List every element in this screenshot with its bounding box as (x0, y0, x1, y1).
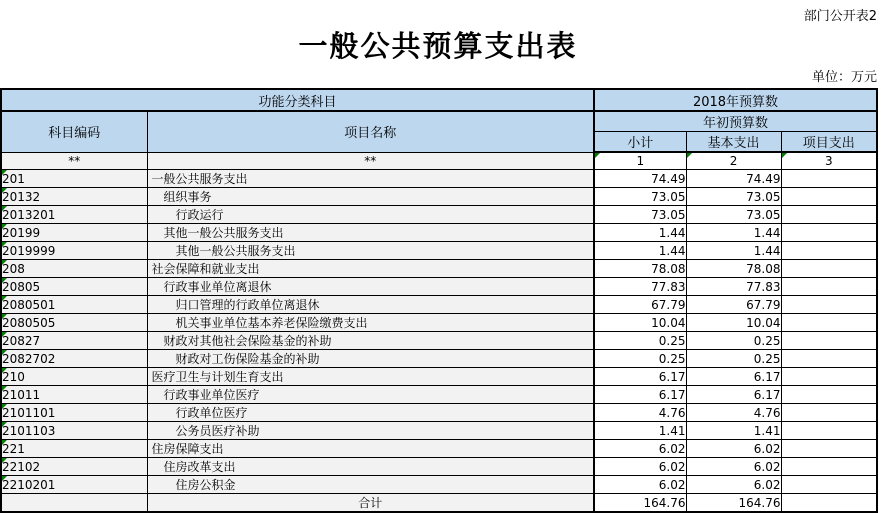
error-triangle-icon (782, 153, 787, 158)
subject-code: 22102 (2, 459, 41, 474)
col-number-3: 3 (824, 154, 833, 168)
total-project-cell[interactable] (781, 494, 877, 513)
project-expenditure-cell[interactable] (781, 404, 877, 422)
item-name-cell[interactable] (147, 260, 594, 278)
subject-code: 2013201 (2, 207, 56, 222)
item-name: 行政运行 (175, 208, 224, 222)
item-name-cell[interactable] (147, 242, 594, 260)
subject-code-cell[interactable] (1, 476, 147, 494)
project-expenditure-cell[interactable] (781, 242, 877, 260)
subject-code: 20827 (2, 333, 41, 348)
table-row (1, 440, 877, 458)
item-name-cell[interactable] (147, 332, 594, 350)
page-title: 一般公共预算支出表 (298, 29, 578, 63)
subtotal-cell[interactable]: 0.25 (594, 332, 686, 350)
subject-code: 221 (2, 441, 25, 456)
item-name: 财政对工伤保险基金的补助 (175, 352, 320, 366)
project-expenditure-cell[interactable] (781, 224, 877, 242)
subtotal-cell[interactable]: 6.02 (594, 440, 686, 458)
project-expenditure-cell[interactable] (781, 260, 877, 278)
subject-code-cell[interactable] (1, 332, 147, 350)
basic-expenditure-cell[interactable]: 1.44 (686, 224, 781, 242)
total-row (1, 494, 877, 513)
subject-code: 2082702 (2, 351, 56, 366)
col-number-3-cell[interactable] (781, 152, 877, 170)
table-row (1, 350, 877, 368)
item-name-cell[interactable] (147, 386, 594, 404)
project-expenditure-cell[interactable] (781, 368, 877, 386)
table-row (1, 422, 877, 440)
table-row (1, 404, 877, 422)
table-row (1, 206, 877, 224)
subject-code: 2210201 (2, 477, 56, 492)
subject-code-cell[interactable] (1, 242, 147, 260)
basic-expenditure-cell[interactable]: 78.08 (686, 260, 781, 278)
error-triangle-icon (2, 314, 7, 319)
total-code-cell[interactable] (1, 494, 147, 513)
subject-code-cell[interactable] (1, 260, 147, 278)
error-triangle-icon (2, 458, 7, 463)
error-triangle-icon (2, 476, 7, 481)
initial-budget-header-cell[interactable]: 年初预算数 (594, 111, 877, 132)
basic-expenditure-cell[interactable]: 73.05 (686, 206, 781, 224)
table-row (1, 188, 877, 206)
error-triangle-icon (687, 153, 692, 158)
project-expenditure-cell[interactable] (781, 296, 877, 314)
project-expenditure-cell[interactable] (781, 440, 877, 458)
item-name: 医疗卫生与计划生育支出 (151, 370, 284, 384)
error-triangle-icon (2, 422, 7, 427)
subject-code: 2101103 (2, 423, 56, 438)
error-triangle-icon (2, 368, 7, 373)
table-row (1, 332, 877, 350)
subtotal-cell[interactable]: 6.02 (594, 476, 686, 494)
item-name-cell[interactable] (147, 404, 594, 422)
col-number-1: 1 (636, 154, 645, 168)
basic-expenditure-cell[interactable]: 6.17 (686, 368, 781, 386)
table-row (1, 386, 877, 404)
code-placeholder-cell[interactable]: ** (1, 152, 147, 170)
basic-expenditure-cell[interactable]: 0.25 (686, 332, 781, 350)
subject-code: 2019999 (2, 243, 56, 258)
item-name: 住房改革支出 (163, 460, 236, 474)
item-name-cell[interactable] (147, 350, 594, 368)
item-name-cell[interactable] (147, 170, 594, 188)
subject-code-header-cell[interactable]: 科目编码 (1, 111, 147, 152)
unit-label: 单位：万元 (811, 70, 877, 85)
item-name: 财政对其他社会保险基金的补助 (163, 334, 332, 348)
col-number-1-cell[interactable] (594, 152, 686, 170)
subtotal-cell[interactable]: 1.41 (594, 422, 686, 440)
subject-code-cell[interactable] (1, 458, 147, 476)
basic-expenditure-cell[interactable]: 6.17 (686, 386, 781, 404)
subject-code: 21011 (2, 387, 41, 402)
error-triangle-icon (2, 278, 7, 283)
subtotal-cell[interactable]: 6.17 (594, 368, 686, 386)
item-name: 其他一般公共服务支出 (163, 226, 284, 240)
project-expenditure-cell[interactable] (781, 314, 877, 332)
subtotal-cell[interactable]: 1.44 (594, 224, 686, 242)
total-subtotal-cell[interactable]: 164.76 (594, 494, 686, 513)
basic-expenditure-cell[interactable]: 77.83 (686, 278, 781, 296)
item-name: 行政事业单位医疗 (163, 388, 260, 402)
subtotal-cell[interactable]: 78.08 (594, 260, 686, 278)
error-triangle-icon (2, 188, 7, 193)
subject-code-cell[interactable] (1, 278, 147, 296)
item-name: 组织事务 (163, 190, 212, 204)
subject-code-cell[interactable] (1, 404, 147, 422)
subtotal-cell[interactable]: 6.02 (594, 458, 686, 476)
error-triangle-icon (2, 404, 7, 409)
error-triangle-icon (2, 386, 7, 391)
subject-code-cell[interactable] (1, 368, 147, 386)
project-expenditure-cell[interactable] (781, 206, 877, 224)
basic-expenditure-cell[interactable]: 73.05 (686, 188, 781, 206)
subject-code: 2080501 (2, 297, 56, 312)
subject-code-cell[interactable] (1, 206, 147, 224)
subtotal-cell[interactable]: 6.17 (594, 386, 686, 404)
subject-code: 201 (2, 171, 25, 186)
item-name-cell[interactable] (147, 206, 594, 224)
item-name-cell[interactable] (147, 458, 594, 476)
table-row (1, 170, 877, 188)
subject-code-cell[interactable] (1, 386, 147, 404)
table-row (1, 224, 877, 242)
basic-expenditure-cell[interactable]: 4.76 (686, 404, 781, 422)
error-triangle-icon (2, 206, 7, 211)
subject-code-cell[interactable] (1, 296, 147, 314)
budget-table (0, 88, 878, 513)
total-basic-cell[interactable]: 164.76 (686, 494, 781, 513)
subject-code-cell[interactable] (1, 422, 147, 440)
subject-code-cell[interactable] (1, 224, 147, 242)
table-row (1, 260, 877, 278)
item-name-cell[interactable] (147, 224, 594, 242)
error-triangle-icon (2, 350, 7, 355)
error-triangle-icon (2, 260, 7, 265)
func-category-header-cell[interactable]: 功能分类科目 (1, 89, 594, 111)
subject-code-cell[interactable] (1, 188, 147, 206)
table-row (1, 458, 877, 476)
subject-code: 2080505 (2, 315, 56, 330)
project-expenditure-cell[interactable] (781, 188, 877, 206)
subject-code-cell[interactable] (1, 350, 147, 368)
item-name-cell[interactable] (147, 296, 594, 314)
basic-expenditure-cell[interactable]: 10.04 (686, 314, 781, 332)
subject-code: 2101101 (2, 405, 56, 420)
col-number-2: 2 (729, 154, 738, 168)
basic-expenditure-cell[interactable]: 6.02 (686, 458, 781, 476)
subtotal-cell[interactable]: 67.79 (594, 296, 686, 314)
item-name: 社会保障和就业支出 (151, 262, 260, 276)
error-triangle-icon (2, 170, 7, 175)
budget-2018-header-cell[interactable]: 2018年预算数 (594, 89, 877, 111)
subject-code: 208 (2, 261, 25, 276)
item-name-cell[interactable] (147, 314, 594, 332)
basic-expenditure-cell[interactable]: 1.44 (686, 242, 781, 260)
subject-code-cell[interactable] (1, 440, 147, 458)
project-expenditure-cell[interactable] (781, 458, 877, 476)
error-triangle-icon (2, 332, 7, 337)
item-name-cell[interactable] (147, 422, 594, 440)
subtotal-cell[interactable]: 0.25 (594, 350, 686, 368)
project-expenditure-cell[interactable] (781, 386, 877, 404)
item-name: 机关事业单位基本养老保险缴费支出 (175, 316, 368, 330)
project-expenditure-cell[interactable] (781, 278, 877, 296)
item-name: 行政事业单位离退休 (163, 280, 272, 294)
subject-code-cell[interactable] (1, 314, 147, 332)
item-name-cell[interactable] (147, 188, 594, 206)
table-row (1, 368, 877, 386)
project-expenditure-cell[interactable] (781, 476, 877, 494)
placeholder-row (1, 152, 877, 170)
item-name: 归口管理的行政单位离退休 (175, 298, 320, 312)
corner-sheet-label: 部门公开表2 (803, 9, 877, 24)
table-row (1, 278, 877, 296)
error-triangle-icon (595, 153, 600, 158)
basic-expenditure-cell[interactable]: 6.02 (686, 476, 781, 494)
subtotal-header-cell[interactable]: 小计 (594, 132, 686, 153)
subject-code-cell[interactable] (1, 170, 147, 188)
error-triangle-icon (2, 296, 7, 301)
subtotal-cell[interactable]: 73.05 (594, 206, 686, 224)
item-name-cell[interactable] (147, 368, 594, 386)
error-triangle-icon (2, 242, 7, 247)
subtotal-cell[interactable]: 74.49 (594, 170, 686, 188)
error-triangle-icon (2, 440, 7, 445)
item-name: 公务员医疗补助 (175, 424, 260, 438)
basic-expenditure-cell[interactable]: 0.25 (686, 350, 781, 368)
item-name: 其他一般公共服务支出 (175, 244, 296, 258)
basic-expenditure-cell[interactable]: 6.02 (686, 440, 781, 458)
subtotal-cell[interactable]: 4.76 (594, 404, 686, 422)
table-row (1, 314, 877, 332)
subject-code: 20199 (2, 225, 41, 240)
item-name: 住房公积金 (175, 478, 236, 492)
basic-expenditure-cell[interactable]: 1.41 (686, 422, 781, 440)
col-number-2-cell[interactable] (686, 152, 781, 170)
subject-code: 20132 (2, 189, 41, 204)
name-placeholder-cell[interactable]: ** (147, 152, 594, 170)
subject-code: 210 (2, 369, 25, 384)
header-row-mid (1, 111, 877, 132)
subtotal-cell[interactable]: 73.05 (594, 188, 686, 206)
basic-expenditure-header-cell[interactable]: 基本支出 (686, 132, 781, 153)
project-expenditure-cell[interactable] (781, 170, 877, 188)
header-row-groups (1, 89, 877, 111)
table-row (1, 242, 877, 260)
item-name: 住房保障支出 (151, 442, 224, 456)
subtotal-cell[interactable]: 10.04 (594, 314, 686, 332)
project-expenditure-cell[interactable] (781, 332, 877, 350)
project-expenditure-header-cell[interactable]: 项目支出 (781, 132, 877, 153)
basic-expenditure-cell[interactable]: 74.49 (686, 170, 781, 188)
table-row (1, 476, 877, 494)
item-name: 一般公共服务支出 (151, 172, 248, 186)
item-name: 行政单位医疗 (175, 406, 248, 420)
total-label-cell[interactable]: 合计 (147, 494, 594, 513)
error-triangle-icon (2, 224, 7, 229)
subtotal-cell[interactable]: 77.83 (594, 278, 686, 296)
basic-expenditure-cell[interactable]: 67.79 (686, 296, 781, 314)
subject-code: 20805 (2, 279, 41, 294)
project-expenditure-cell[interactable] (781, 350, 877, 368)
item-name-cell[interactable] (147, 476, 594, 494)
item-name-header-cell[interactable]: 项目名称 (147, 111, 594, 152)
project-expenditure-cell[interactable] (781, 422, 877, 440)
item-name-cell[interactable] (147, 440, 594, 458)
item-name-cell[interactable] (147, 278, 594, 296)
subtotal-cell[interactable]: 1.44 (594, 242, 686, 260)
table-row (1, 296, 877, 314)
